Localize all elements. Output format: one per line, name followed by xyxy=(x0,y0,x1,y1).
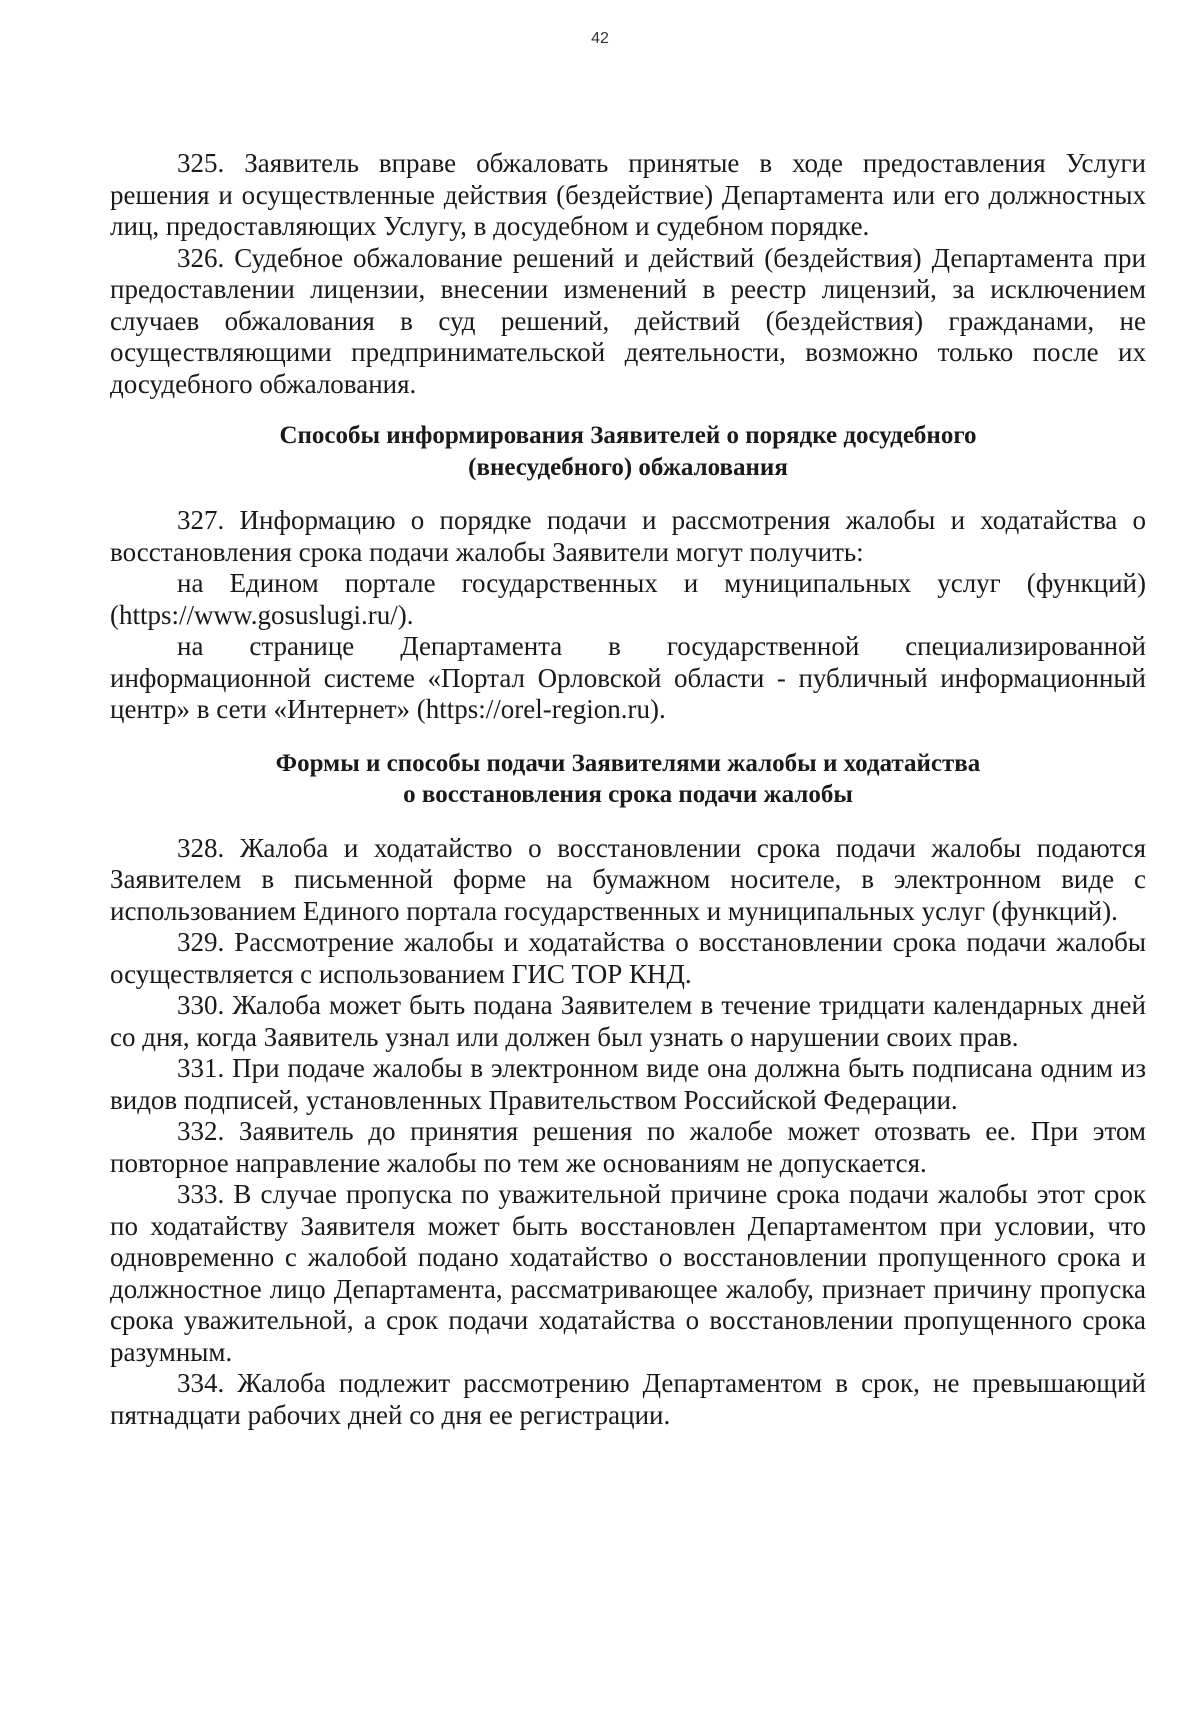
paragraph-326: 326. Судебное обжалование решений и действий (бездействия) Департамента при предоставлении лицензии, внесении изменений в реестр лицензий, за исключением случаев обжалования в суд решений, действий (бездействия) гражданами, не осуществляющими предпринимательской деятельности, возможно только после их досудебного обжалования. xyxy=(110,242,1146,399)
paragraph-orel-region: на странице Департамента в государственной специализированной информационной системе «Портал Орловской области - публичный информационный центр» в сети «Интернет» (https://orel-region.ru). xyxy=(110,631,1146,724)
paragraph-330: 330. Жалоба может быть подана Заявителем в течение тридцати календарных дней со дня, когда Заявитель узнал или должен был узнать о нарушении своих прав. xyxy=(110,990,1146,1052)
paragraph-332: 332. Заявитель до принятия решения по жалобе может отозвать ее. При этом повторное направление жалобы по тем же основаниям не допускается. xyxy=(110,1116,1146,1178)
paragraph-325: 325. Заявитель вправе обжаловать принятые в ходе предоставления Услуги решения и осуществленные действия (бездействие) Департамента или его должностных лиц, предоставляющих Услугу, в досудебном и судебном порядке. xyxy=(110,148,1146,241)
paragraph-327: 327. Информацию о порядке подачи и рассмотрения жалобы и ходатайства о восстановления срока подачи жалобы Заявители могут получить: xyxy=(110,505,1146,567)
section-heading-line: о восстановления срока подачи жалобы xyxy=(403,781,853,808)
section-heading-line: Формы и способы подачи Заявителями жалобы и ходатайства xyxy=(275,749,981,777)
paragraph-329: 329. Рассмотрение жалобы и ходатайства о восстановлении срока подачи жалобы осуществляется с использованием ГИС ТОР КНД. xyxy=(110,927,1146,989)
section-heading-forms xyxy=(110,748,1146,811)
document-body xyxy=(110,148,1146,1431)
paragraph-331: 331. При подаче жалобы в электронном виде она должна быть подписана одним из видов подписей, установленных Правительством Российской Федерации. xyxy=(110,1053,1146,1115)
paragraph-gosuslugi: на Едином портале государственных и муниципальных услуг (функций) (https://www.gosuslugi.ru/). xyxy=(110,568,1146,630)
paragraph-334: 334. Жалоба подлежит рассмотрению Департаментом в срок, не превышающий пятнадцати рабочих дней со дня ее регистрации. xyxy=(110,1368,1146,1430)
section-heading-line: (внесудебного) обжалования xyxy=(468,453,788,481)
paragraph-328: 328. Жалоба и ходатайство о восстановлении срока подачи жалобы подаются Заявителем в письменной форме на бумажном носителе, в электронном виде с использованием Единого портала государственных и муниципальных услуг (функций). xyxy=(110,832,1146,926)
section-heading-line: Способы информирования Заявителей о порядке досудебного xyxy=(279,422,977,449)
page-number: 42 xyxy=(591,30,609,47)
section-heading-informing xyxy=(110,420,1146,483)
paragraph-333: 333. В случае пропуска по уважительной причине срока подачи жалобы этот срок по ходатайству Заявителя может быть восстановлен Департаментом при условии, что одновременно с жалобой подано ходатайство о восстановлении пропущенного срока и должностное лицо Департамента, рассматривающее жалобу, признает причину пропуска срока уважительной, а срок подачи ходатайства о восстановлении пропущенного срока разумным. xyxy=(110,1179,1146,1367)
